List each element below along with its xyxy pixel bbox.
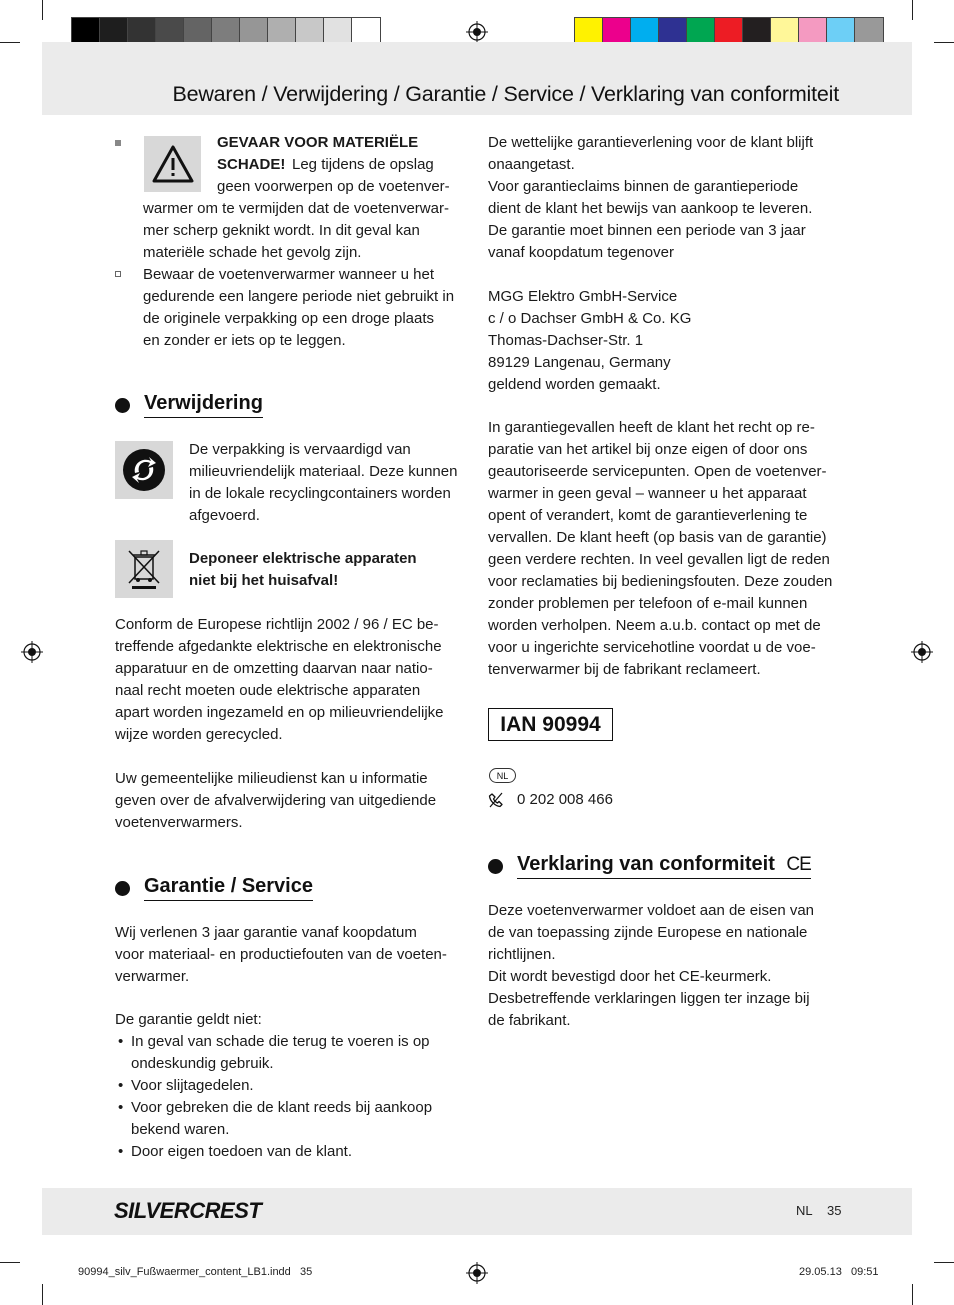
text-line: apart worden ingezameld en op milieuvriendelijke: [115, 704, 444, 721]
text-line: 89129 Langenau, Germany: [488, 354, 671, 371]
registration-mark-icon: [21, 641, 43, 663]
section-bullet-icon: [115, 881, 130, 896]
warranty-intro: [115, 922, 475, 988]
text-line: Voor gebreken die de klant reeds bij aankoop: [131, 1099, 433, 1116]
crop-mark: [0, 1262, 20, 1263]
text-line: en zonder er iets op te leggen.: [143, 332, 346, 349]
country-code: NL: [496, 770, 509, 781]
text-line: Desbetreffende verklaringen liggen ter inzage bij: [488, 990, 810, 1007]
brand-logo: SILVERCREST: [114, 1198, 262, 1223]
section-bullet-icon: [115, 398, 130, 413]
color-swatch: [100, 18, 128, 45]
section-title-wrap: [517, 853, 811, 879]
text-line: Voor garantieclaims binnen de garantieperiode: [488, 178, 799, 195]
text-line: richtlijnen.: [488, 946, 556, 963]
section-heading-disposal: [115, 392, 263, 418]
warning-line: mer scherp geknikt wordt. In dit geval kan: [143, 222, 420, 239]
language-code: NL: [796, 1203, 813, 1218]
text-line: bekend waren.: [131, 1121, 230, 1138]
color-swatch: [212, 18, 240, 45]
service-address: [488, 286, 858, 396]
registration-mark-icon: [466, 1262, 488, 1284]
text-line: milieuvriendelijk materiaal. Deze kunnen: [189, 463, 458, 480]
text-line: De garantie geldt niet:: [115, 1011, 262, 1028]
storage-instruction: [143, 264, 473, 352]
color-swatch: [575, 18, 603, 45]
text-line: dient de klant het bewijs van aankoop te leveren.: [488, 200, 813, 217]
text-line: Uw gemeentelijke milieudienst kan u informatie: [115, 770, 428, 787]
list-bullet-filled: [115, 140, 121, 146]
text-line: tenverwarmer bij de fabrikant reclameert.: [488, 661, 761, 678]
text-line: in de lokale recyclingcontainers worden: [189, 485, 451, 502]
section-title: Verwijdering: [144, 392, 263, 418]
crop-mark: [0, 42, 20, 43]
text-line: zonder problemen per telefoon of e-mail kunnen: [488, 595, 808, 612]
text-line: voor reclamaties bij bedieningsfouten. Deze zouden: [488, 573, 833, 590]
section-title: Garantie / Service: [144, 875, 313, 901]
warranty-exclusions: [115, 1009, 475, 1163]
color-swatch: [855, 18, 883, 45]
municipal-text: [115, 768, 475, 834]
color-swatch: [128, 18, 156, 45]
warning-line: warmer om te vermijden dat de voetenverwar-: [143, 200, 449, 217]
color-swatch: [184, 18, 212, 45]
section-title: Verklaring van conformiteit: [517, 853, 775, 875]
ce-mark: CE: [786, 854, 811, 875]
text-line: opent of verandert, komt de garantieverlening te: [488, 507, 808, 524]
warning-line: materiële schade het gevolg zijn.: [143, 244, 362, 261]
color-swatch: [659, 18, 687, 45]
section-bullet-icon: [488, 859, 503, 874]
crop-mark: [42, 1284, 43, 1305]
warranty-legal-text: [488, 132, 858, 264]
list-item: [115, 1141, 475, 1163]
country-badge: [489, 768, 516, 783]
text-line: Voor slijtagedelen.: [131, 1077, 254, 1094]
text-line: Conform de Europese richtlijn 2002 / 96 / EC be-: [115, 616, 439, 633]
recycling-icon: [115, 441, 173, 499]
page-title: Bewaren / Verwijdering / Garantie / Service / Verklaring van conformiteit: [172, 82, 839, 106]
color-swatch: [603, 18, 631, 45]
text-line: Deponeer elektrische apparaten: [189, 550, 417, 567]
phone-icon: [488, 792, 504, 808]
text-line: warmer in geen geval – wanneer u het apparaat: [488, 485, 807, 502]
conformity-text: [488, 900, 858, 1032]
crop-mark: [912, 0, 913, 20]
weee-warning: [189, 548, 479, 592]
text-line: MGG Elektro GmbH-Service: [488, 288, 678, 305]
text-line: Thomas-Dachser-Str. 1: [488, 332, 644, 349]
file-slug: 90994_silv_Fußwaermer_content_LB1.indd 35: [78, 1266, 313, 1278]
text-line: In garantiegevallen heeft de klant het recht op re-: [488, 419, 815, 436]
text-line: apparatuur en de omzetting daarvan naar natio-: [115, 660, 433, 677]
text-line: geen verdere rechten. In veel gevallen ligt de reden: [488, 551, 830, 568]
warning-icon: [144, 136, 201, 192]
registration-mark-icon: [911, 641, 933, 663]
text-line: voor u ingerichte servicehotline voordat u de voe-: [488, 639, 816, 656]
color-swatch: [352, 18, 380, 45]
text-line: worden verholpen. Neem a.u.b. contact op met de: [488, 617, 821, 634]
color-swatch: [268, 18, 296, 45]
text-line: paratie van het artikel bij onze eigen of door ons: [488, 441, 808, 458]
text-line: voetenverwarmers.: [115, 814, 243, 831]
crop-mark: [934, 1262, 954, 1263]
color-swatch: [156, 18, 184, 45]
text-line: De garantie moet binnen een periode van 3 jaar: [488, 222, 806, 239]
text-line: vervallen. De klant heeft (op basis van de garantie): [488, 529, 827, 546]
crop-mark: [912, 1284, 913, 1305]
crossed-bin-icon: [115, 540, 173, 598]
text-line: Wij verlenen 3 jaar garantie vanaf koopdatum: [115, 924, 417, 941]
text-line: geautoriseerde servicepunten. Open de voetenver-: [488, 463, 827, 480]
color-swatch: [296, 18, 324, 45]
packaging-text: [189, 439, 469, 527]
warning-heading-text: GEVAAR VOOR MATERIËLE SCHADE!: [217, 134, 419, 173]
ian-number: IAN 90994: [500, 712, 601, 736]
text-line: Deze voetenverwarmer voldoet aan de eisen van: [488, 902, 815, 919]
date-slug: 29.05.13 09:51: [799, 1266, 879, 1278]
text-line: de originele verpakking op een droge plaats: [143, 310, 435, 327]
text-line: de fabrikant.: [488, 1012, 571, 1029]
list-bullet-hollow: [115, 271, 121, 277]
text-line: Bewaar de voetenverwarmer wanneer u het: [143, 266, 434, 283]
registration-mark-icon: [466, 21, 488, 43]
color-swatch: [827, 18, 855, 45]
text-line: De verpakking is vervaardigd van: [189, 441, 411, 458]
color-swatch: [715, 18, 743, 45]
text-line: naal recht moeten oude elektrische apparaten: [115, 682, 421, 699]
text-line: geldend worden gemaakt.: [488, 376, 661, 393]
text-line: treffende afgedankte elektrische en elektronische: [115, 638, 442, 655]
text-line: Dit wordt bevestigd door het CE-keurmerk.: [488, 968, 772, 985]
text-line: niet bij het huisafval!: [189, 572, 339, 589]
section-heading-warranty: [115, 875, 313, 901]
text-line: onaangetast.: [488, 156, 575, 173]
list-item: [115, 1097, 475, 1141]
color-swatch: [240, 18, 268, 45]
color-swatch: [771, 18, 799, 45]
color-swatch: [743, 18, 771, 45]
color-swatch: [72, 18, 100, 45]
color-swatch: [687, 18, 715, 45]
crop-mark: [42, 0, 43, 20]
text-line: c / o Dachser GmbH & Co. KG: [488, 310, 692, 327]
text-line: verwarmer.: [115, 968, 190, 985]
color-swatch: [799, 18, 827, 45]
text-line: ondeskundig gebruik.: [131, 1055, 274, 1072]
text-line: gedurende een langere periode niet gebruikt in: [143, 288, 455, 305]
text-line: de van toepassing zijnde Europese en nationale: [488, 924, 808, 941]
warning-line: Leg tijdens de opslag: [292, 156, 434, 173]
text-line: voor materiaal- en productiefouten van de voeten-: [115, 946, 447, 963]
warning-line: geen voorwerpen op de voetenver-: [217, 178, 450, 195]
section-heading-conformity: [488, 853, 811, 879]
warranty-repair-text: [488, 417, 868, 681]
text-line: In geval van schade die terug te voeren is op: [131, 1033, 430, 1050]
text-line: afgevoerd.: [189, 507, 260, 524]
page-header: [42, 42, 912, 115]
page-footer: [42, 1188, 912, 1235]
ian-box: [488, 708, 613, 741]
directive-text: [115, 614, 475, 746]
list-item: [115, 1031, 475, 1075]
color-swatch: [631, 18, 659, 45]
text-line: geven over de afvalverwijdering van uitgediende: [115, 792, 437, 809]
text-line: Door eigen toedoen van de klant.: [131, 1143, 352, 1160]
service-phone: 0 202 008 466: [517, 791, 613, 808]
text-line: wijze worden gerecycled.: [115, 726, 283, 743]
list-item: [115, 1075, 475, 1097]
crop-mark: [934, 42, 954, 43]
page-number: 35: [827, 1203, 842, 1218]
text-line: De wettelijke garantieverlening voor de klant blijft: [488, 134, 814, 151]
text-line: vanaf koopdatum tegenover: [488, 244, 674, 261]
color-swatch: [324, 18, 352, 45]
